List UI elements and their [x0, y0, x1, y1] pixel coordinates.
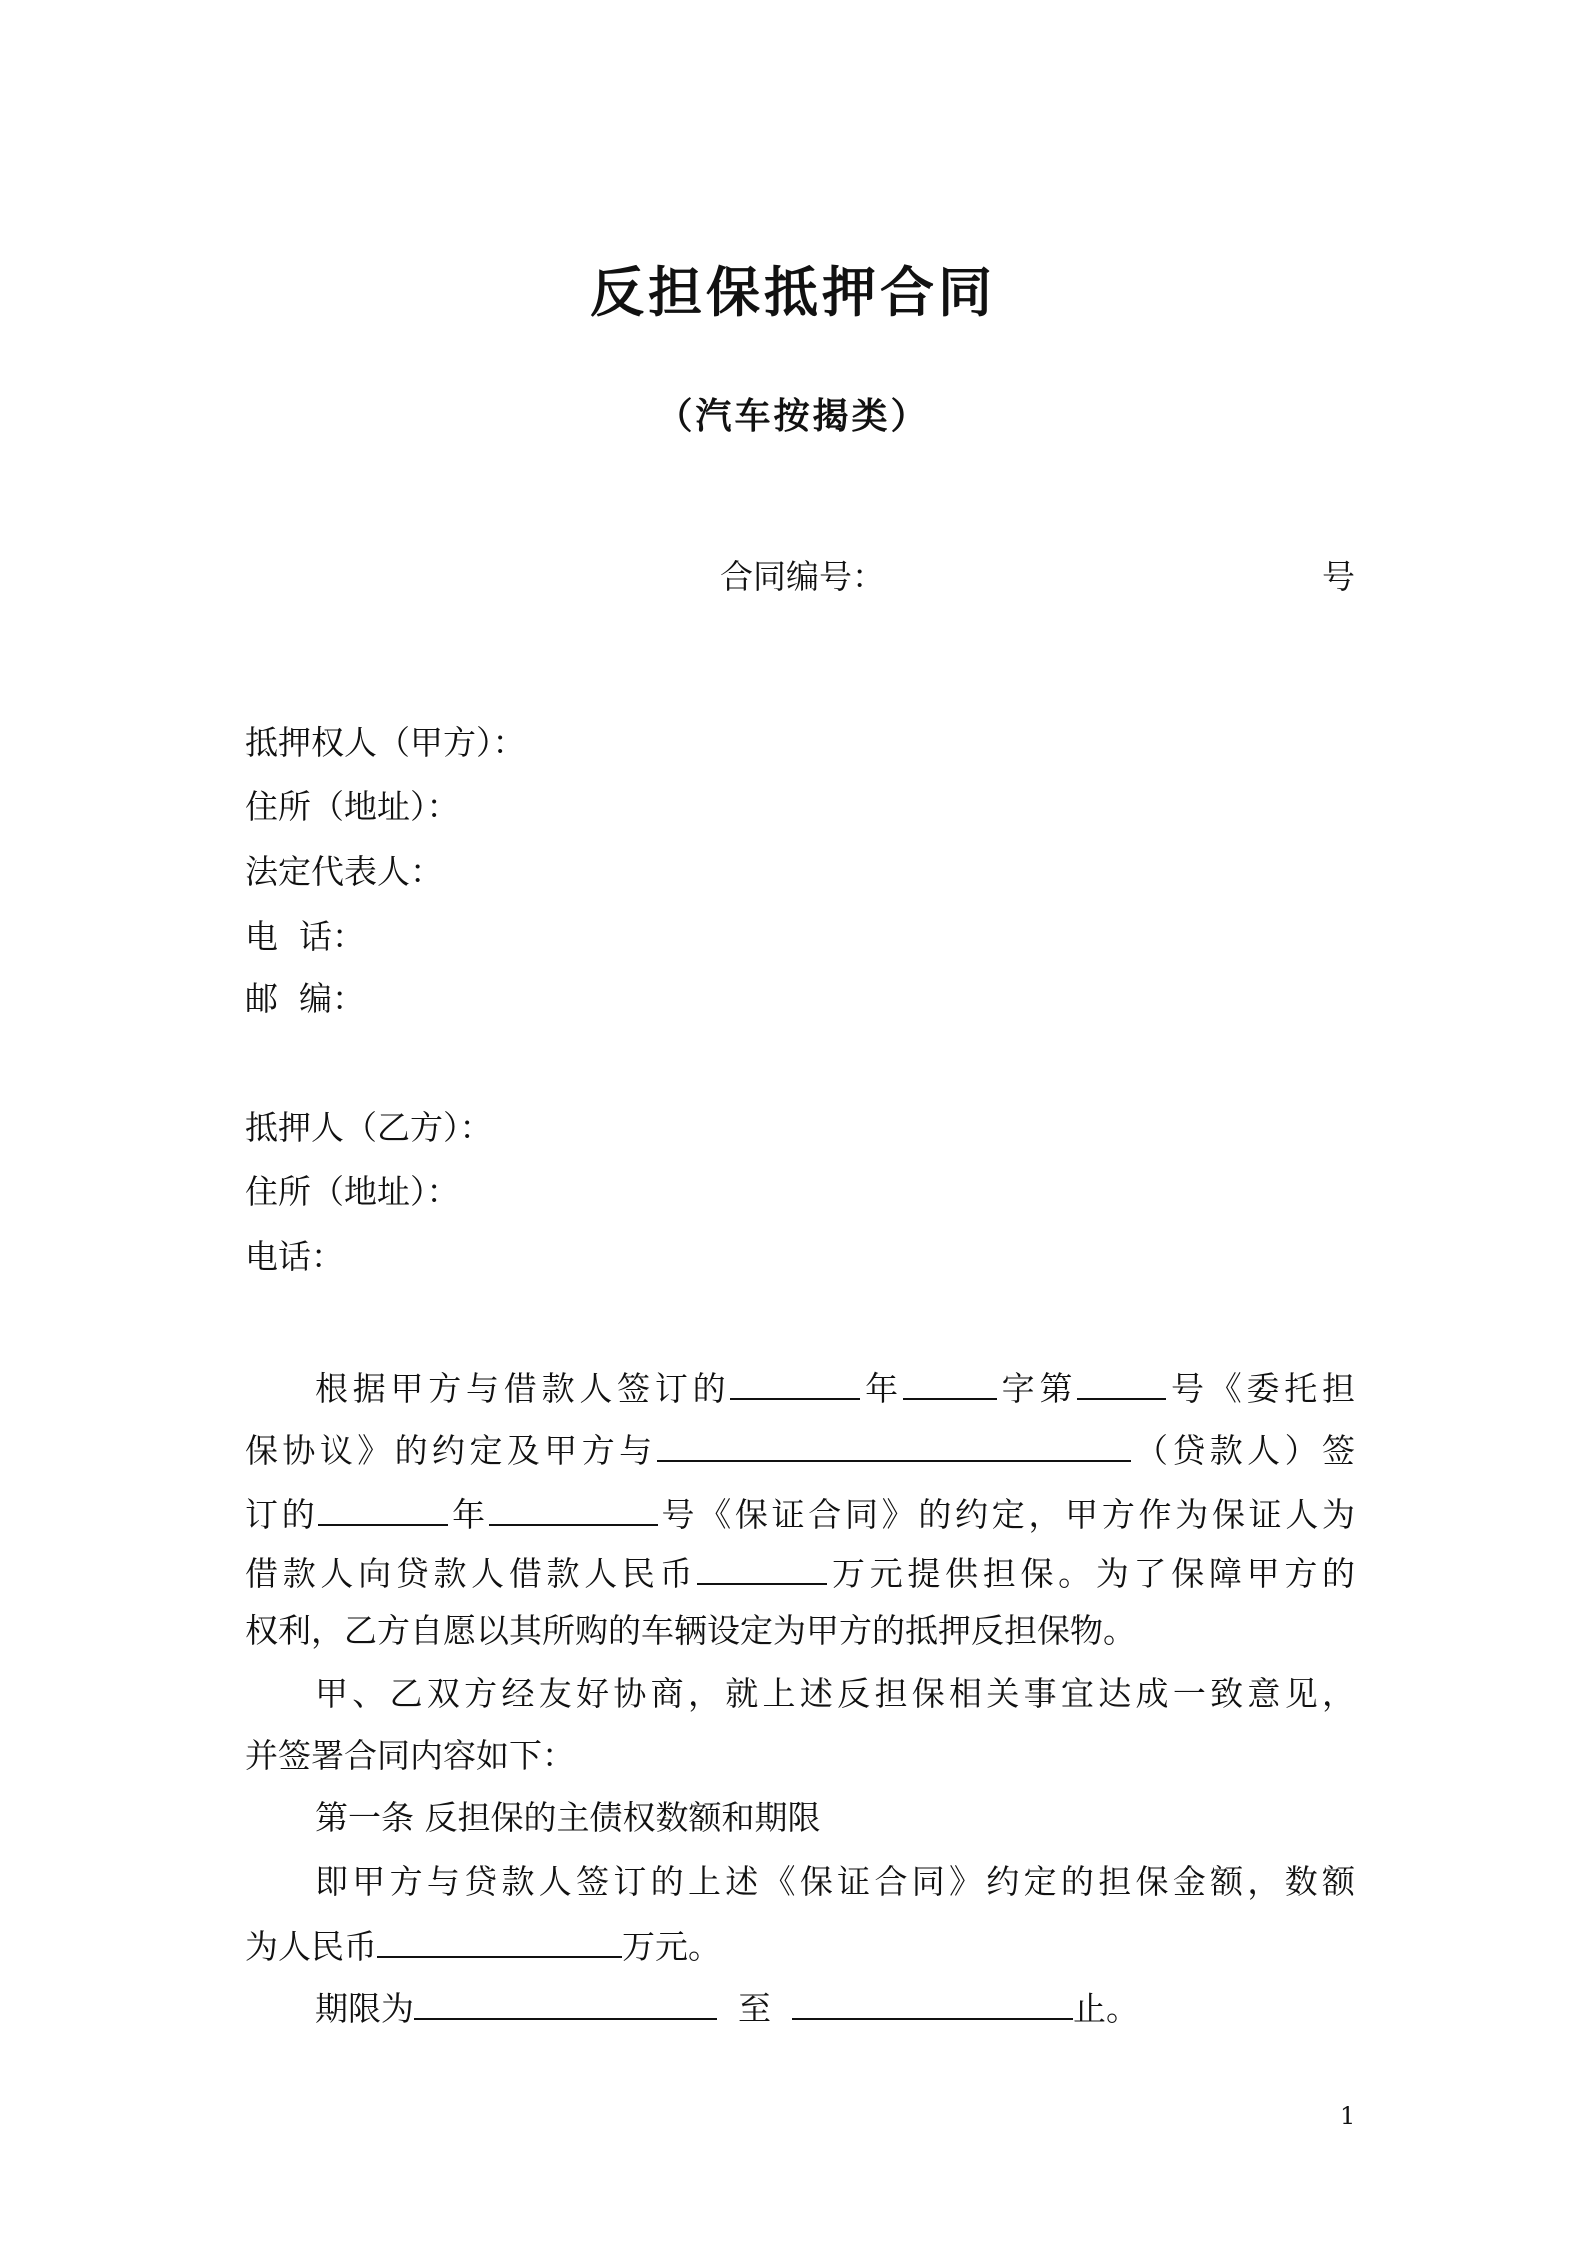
blank-word [903, 1362, 997, 1400]
text: 期限为 [315, 1989, 414, 2028]
contract-number-suffix: 号 [1322, 557, 1355, 596]
party-a-postcode: 邮 编： [245, 979, 365, 1018]
document-subtitle: （汽车按揭类） [656, 395, 930, 437]
blank-year [730, 1362, 860, 1400]
blank-end-date [792, 1982, 1073, 2020]
blank-number [489, 1488, 658, 1526]
text: 保协议》的约定及甲方与 [245, 1431, 657, 1470]
party-a-address: 住所（地址）： [245, 787, 460, 826]
text: 万元。 [622, 1927, 721, 1966]
text: 订的 [245, 1495, 319, 1534]
text: 止。 [1072, 1989, 1139, 2028]
contract-number [720, 555, 1355, 599]
text: 号《保证合同》的约定，甲方作为保证人为 [657, 1495, 1356, 1534]
body-line-6: 甲、乙双方经友好协商，就上述反担保相关事宜达成一致意见， [315, 1674, 1355, 1713]
body-line-4 [245, 1547, 1355, 1596]
body-line-10 [245, 1920, 1355, 1969]
party-a-name: 抵押权人（甲方）： [245, 723, 526, 762]
body-line-1 [315, 1362, 1355, 1411]
page-number: 1 [1340, 2102, 1356, 2130]
body-line-2 [245, 1424, 1355, 1473]
text: 年 [448, 1495, 489, 1534]
blank-lender [657, 1424, 1131, 1462]
text: 号《委托担 [1166, 1369, 1356, 1408]
party-b-phone: 电话： [245, 1237, 344, 1276]
blank-amount [697, 1547, 827, 1585]
blank-amount [377, 1920, 622, 1958]
document-title: 反担保抵押合同 [590, 260, 996, 324]
text: 字第 [996, 1369, 1078, 1408]
body-line-3 [245, 1488, 1355, 1537]
party-a-phone: 电 话： [245, 917, 365, 956]
party-b-name: 抵押人（乙方）： [245, 1108, 493, 1147]
body-line-9: 即甲方与贷款人签订的上述《保证合同》约定的担保金额，数额 [315, 1862, 1355, 1901]
blank-number [1077, 1362, 1166, 1400]
text: 借款人向贷款人借款人民币 [245, 1554, 698, 1593]
text: （贷款人）签 [1130, 1431, 1356, 1470]
contract-number-label: 合同编号： [720, 557, 885, 596]
party-a-legal-rep: 法定代表人： [245, 852, 443, 891]
text: 年 [860, 1369, 903, 1408]
article-1-heading: 第一条 反担保的主债权数额和期限 [315, 1798, 821, 1837]
body-line-11 [315, 1982, 1355, 2031]
text: 根据甲方与借款人签订的 [315, 1369, 731, 1408]
blank-start-date [414, 1982, 717, 2020]
party-b-address: 住所（地址）： [245, 1172, 460, 1211]
text: 至 [737, 1989, 771, 2028]
body-line-5: 权利，乙方自愿以其所购的车辆设定为甲方的抵押反担保物。 [245, 1611, 1136, 1650]
text: 为人民币 [245, 1927, 377, 1966]
text: 万元提供担保。为了保障甲方的 [827, 1554, 1356, 1593]
body-line-7: 并签署合同内容如下： [245, 1736, 575, 1775]
blank-year [318, 1488, 448, 1526]
